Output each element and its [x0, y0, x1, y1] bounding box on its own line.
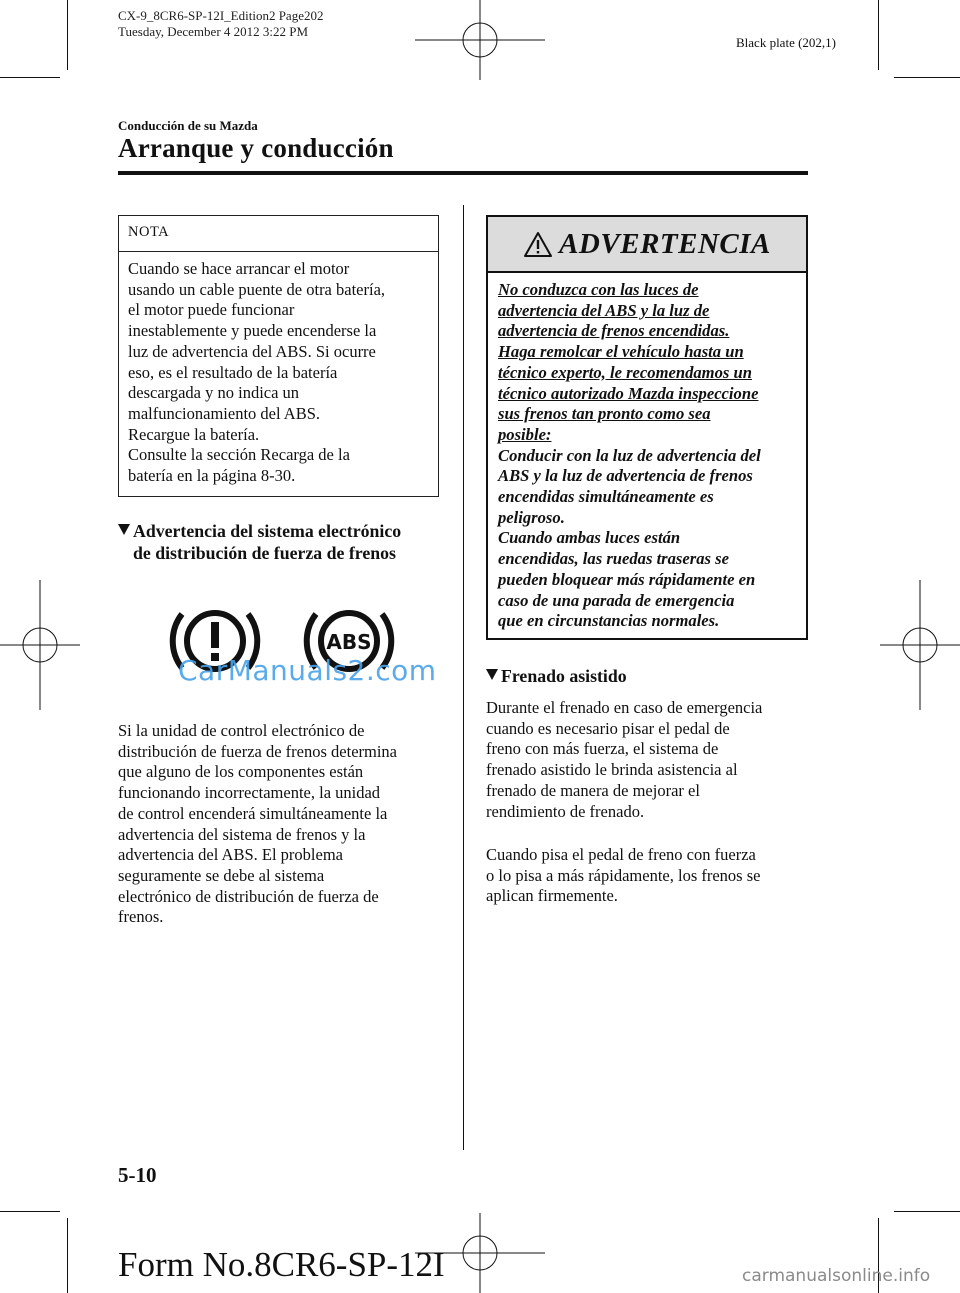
warning-line: pueden bloquear más rápidamente en	[498, 569, 756, 589]
note-line: Consulte la sección Recarga de la	[128, 445, 350, 465]
warning-line: caso de una parada de emergencia	[498, 590, 735, 610]
brake-assist-line: Cuando pisa el pedal de freno con fuerza	[486, 845, 756, 864]
watermark-text: CarManuals2.com	[178, 654, 437, 687]
ebd-body-line: que alguno de los componentes están	[118, 762, 364, 782]
note-line: malfuncionamiento del ABS.	[128, 403, 321, 423]
note-line: luz de advertencia del ABS. Si ocurre	[128, 341, 376, 361]
brake-assist-line: cuando es necesario pisar el pedal de	[486, 718, 730, 738]
brake-assist-heading	[486, 665, 627, 687]
ebd-body-line: funcionando incorrectamente, la unidad	[118, 783, 381, 803]
note-text	[119, 252, 438, 487]
warning-line: técnico experto, le recomendamos un	[498, 362, 752, 382]
page-title: Arranque y conducción	[118, 133, 394, 163]
crop-mark	[878, 0, 879, 70]
ebd-body-line: advertencia del sistema de frenos y la	[118, 824, 366, 844]
note-line: inestablemente y puede encenderse la	[128, 321, 377, 341]
section-label: Conducción de su Mazda	[118, 118, 258, 133]
crop-mark	[0, 1211, 60, 1212]
warning-triangle-icon	[523, 231, 553, 258]
crop-mark	[894, 1211, 960, 1212]
brake-assist-para-2	[486, 845, 808, 907]
brake-assist-line: aplican firmemente.	[486, 886, 618, 906]
brake-assist-line: frenado asistido le brinda asistencia al	[486, 760, 738, 780]
crop-mark	[0, 77, 60, 78]
warning-line: posible:	[498, 424, 552, 444]
warning-line: encendidas, las ruedas traseras se	[498, 549, 729, 569]
footer-watermark: carmanualsonline.info	[742, 1266, 931, 1286]
triangle-bullet-icon	[118, 524, 130, 535]
warning-line: Haga remolcar el vehículo hasta un	[498, 342, 744, 362]
warning-header	[488, 217, 806, 273]
crop-mark	[67, 1218, 68, 1293]
print-file-info: CX-9_8CR6-SP-12I_Edition2 Page202	[118, 8, 324, 23]
triangle-bullet-icon	[486, 669, 498, 680]
registration-mark-right	[880, 580, 960, 710]
ebd-body-line: Si la unidad de control electrónico de	[118, 721, 365, 740]
page-number: 5-10	[118, 1163, 157, 1187]
crop-mark	[894, 77, 960, 78]
ebd-heading	[118, 520, 463, 564]
registration-mark-top	[415, 0, 545, 80]
black-plate-label: Black plate (202,1)	[736, 35, 836, 50]
column-divider	[463, 205, 464, 1150]
brake-assist-line: freno con más fuerza, el sistema de	[486, 739, 719, 759]
warning-line: advertencia de frenos encendidas.	[498, 321, 730, 341]
warning-line: encendidas simultáneamente es	[498, 487, 714, 507]
warning-line: sus frenos tan pronto como sea	[498, 404, 711, 424]
warning-line: técnico autorizado Mazda inspeccione	[498, 383, 759, 403]
warning-title: ADVERTENCIA	[559, 227, 771, 260]
brake-assist-line: frenado de manera de mejorar el	[486, 780, 700, 800]
note-line: Recargue la batería.	[128, 424, 260, 444]
warning-line: advertencia del ABS y la luz de	[498, 300, 710, 320]
ebd-heading-line: Advertencia del sistema electrónico	[133, 521, 402, 541]
ebd-body-line: frenos.	[118, 907, 164, 927]
abs-icon-text: ABS	[326, 630, 372, 654]
note-line: eso, es el resultado de la batería	[128, 362, 338, 382]
brake-assist-para-1	[486, 698, 808, 822]
note-line: el motor puede funcionar	[128, 300, 295, 320]
warning-line: que en circunstancias normales.	[498, 611, 720, 631]
print-date-info: Tuesday, December 4 2012 3:22 PM	[118, 24, 309, 39]
brake-assist-line: rendimiento de frenado.	[486, 801, 645, 821]
ebd-body-line: de control encenderá simultáneamente la	[118, 803, 388, 823]
note-line: descargada y no indica un	[128, 383, 300, 403]
note-line: Cuando se hace arrancar el motor	[128, 259, 350, 278]
crop-mark	[67, 0, 68, 70]
warning-line: ABS y la luz de advertencia de frenos	[498, 466, 753, 486]
ebd-body-line: electrónico de distribución de fuerza de	[118, 886, 379, 906]
ebd-body-line: seguramente se debe al sistema	[118, 865, 325, 885]
warning-text	[488, 273, 806, 632]
warning-box	[486, 215, 808, 640]
warning-line: Conducir con la luz de advertencia del	[498, 445, 761, 465]
warning-line: No conduzca con las luces de	[498, 280, 699, 299]
note-label: NOTA	[119, 216, 438, 252]
registration-mark-left	[0, 580, 80, 710]
note-line: usando un cable puente de otra batería,	[128, 279, 386, 299]
brake-assist-line: o lo pisa a más rápidamente, los frenos se	[486, 865, 761, 885]
ebd-heading-line: de distribución de fuerza de frenos	[133, 543, 396, 563]
form-number: Form No.8CR6-SP-12I	[118, 1245, 445, 1284]
ebd-body-line: advertencia del ABS. El problema	[118, 845, 343, 865]
warning-line: Cuando ambas luces están	[498, 528, 681, 548]
note-line: batería en la página 8-30.	[128, 466, 296, 486]
ebd-body	[118, 721, 463, 928]
ebd-body-line: distribución de fuerza de frenos determina	[118, 741, 398, 761]
note-box	[118, 215, 439, 497]
warning-line: peligroso.	[498, 507, 565, 527]
brake-assist-heading-text: Frenado asistido	[501, 666, 627, 686]
header-rule	[118, 171, 808, 175]
brake-assist-line: Durante el frenado en caso de emergencia	[486, 698, 763, 717]
